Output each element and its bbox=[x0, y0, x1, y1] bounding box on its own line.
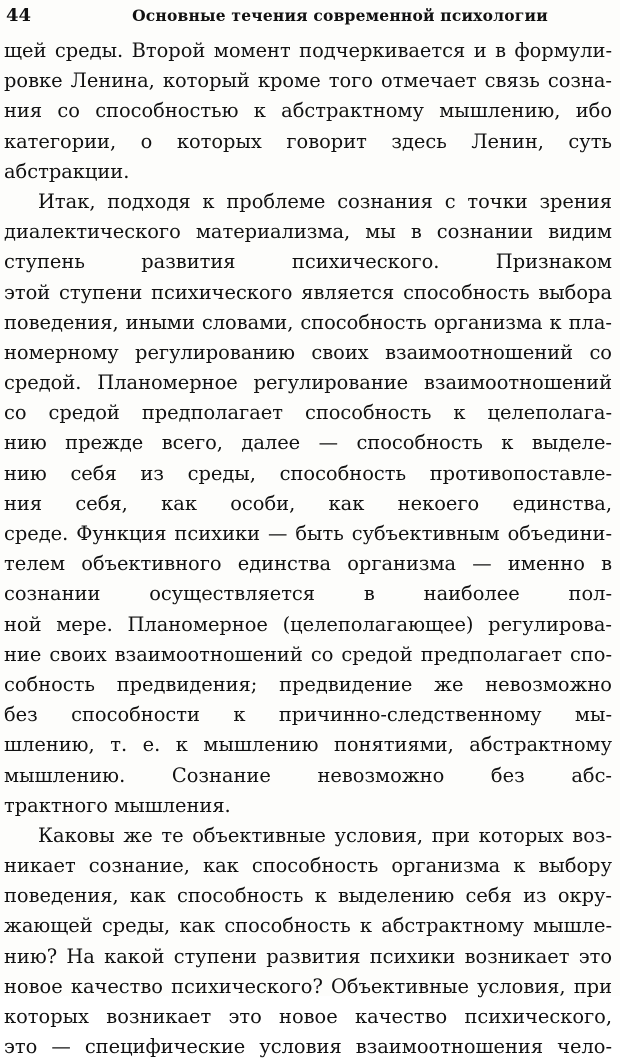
text-line: которых возникает это новое качество психического, bbox=[4, 1005, 612, 1028]
text-line: новое качество психического? Объективные условия, при bbox=[4, 974, 612, 998]
text-line: нию прежде всего, далее — способность к выделе- bbox=[4, 431, 612, 455]
text-line: ния со способностью к абстрактному мышлению, ибо bbox=[4, 99, 612, 123]
text-line: ние своих взаимоотношений со средой предполагает спо- bbox=[4, 642, 612, 666]
text-line: телем объективного единства организма — именно в bbox=[4, 552, 612, 576]
text-line: это — специфические условия взаимоотношения чело- bbox=[4, 1035, 612, 1059]
paragraph-3 bbox=[4, 821, 612, 1062]
page-number: 44 bbox=[6, 5, 32, 26]
text-line: нию? На какой ступени развития психики возникает это bbox=[4, 944, 612, 968]
text-line: средой. Планомерное регулирование взаимоотношений bbox=[4, 371, 612, 395]
text-line: диалектического материализма, мы в сознании видим bbox=[4, 220, 612, 244]
text-line: среде. Функция психики — быть субъективным объедини- bbox=[4, 522, 612, 545]
text-line: нию себя из среды, способность противопоставле- bbox=[4, 461, 612, 485]
text-line: никает сознание, как способность организма к выбору bbox=[4, 854, 612, 878]
text-line: собность предвидения; предвидение же невозможно bbox=[4, 672, 612, 696]
text-line: Каковы же те объективные условия, при которых воз- bbox=[38, 823, 612, 847]
text-line: щей среды. Второй момент подчеркивается и в формули- bbox=[4, 39, 612, 62]
page-header bbox=[6, 4, 614, 34]
text-line: сознании осуществляется в наиболее пол- bbox=[4, 582, 612, 606]
text-line: Итак, подходя к проблеме сознания с точки зрения bbox=[38, 189, 612, 213]
text-line: ступень развития психического. Признаком bbox=[4, 250, 612, 274]
text-line: этой ступени психического является способность выбора bbox=[4, 280, 612, 304]
body-text bbox=[4, 36, 612, 1062]
text-line: поведения, как способность к выделению себя из окру- bbox=[4, 884, 612, 908]
text-line: жающей среды, как способность к абстрактному мышле- bbox=[4, 914, 612, 938]
text-line: ной мере. Планомерное (целеполагающее) регулирова- bbox=[4, 612, 612, 636]
paragraph-1 bbox=[4, 36, 612, 187]
text-line: мышлению. Сознание невозможно без абс- bbox=[4, 763, 612, 787]
text-line: со средой предполагает способность к целеполага- bbox=[4, 401, 612, 425]
text-line: без способности к причинно-следственному мы- bbox=[4, 703, 612, 727]
paragraph-2 bbox=[4, 187, 612, 821]
text-line: трактного мышления. bbox=[4, 793, 231, 817]
text-line: шлению, т. е. к мышлению понятиями, абстрактному bbox=[4, 733, 612, 757]
text-line: ния себя, как особи, как некоего единства, bbox=[4, 491, 612, 515]
text-line: ровке Ленина, который кроме того отмечает связь созна- bbox=[4, 69, 612, 93]
running-title: Основные течения современной психологии bbox=[132, 6, 548, 25]
text-line: категории, о которых говорит здесь Ленин, суть bbox=[4, 129, 612, 153]
text-line: номерному регулированию своих взаимоотношений со bbox=[4, 340, 612, 364]
text-line: поведения, иными словами, способность организма к пла- bbox=[4, 310, 612, 334]
text-line: абстракции. bbox=[4, 159, 130, 183]
